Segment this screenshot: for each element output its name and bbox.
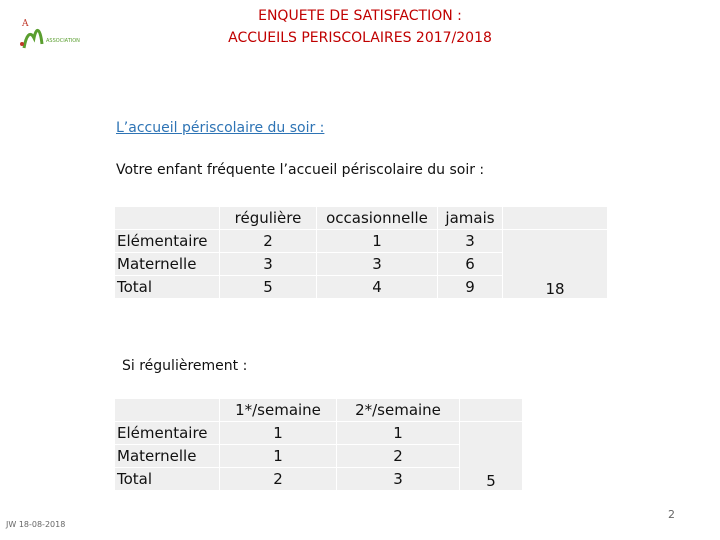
cell-value: 1	[317, 230, 438, 253]
page-title-line2: ACCUEILS PERISCOLAIRES 2017/2018	[228, 30, 492, 46]
row-label: Maternelle	[115, 445, 220, 468]
row-label: Maternelle	[115, 253, 220, 276]
attendance-table	[114, 206, 608, 299]
cell-value: 1	[220, 422, 337, 445]
cell-value: 6	[438, 253, 503, 276]
header-2-per-week: 2*/semaine	[337, 399, 460, 422]
cell-value: 9	[438, 276, 503, 299]
table-row	[115, 230, 608, 253]
section-heading-link[interactable]: L’accueil périscolaire du soir :	[116, 120, 325, 136]
row-label: Elémentaire	[115, 422, 220, 445]
question-text: Votre enfant fréquente l’accueil périscolaire du soir :	[116, 162, 485, 178]
table-row	[115, 422, 523, 445]
table-header-row	[115, 207, 608, 230]
cell-value: 3	[317, 253, 438, 276]
association-logo	[16, 14, 88, 58]
cell-value: 2	[337, 445, 460, 468]
row-label: Elémentaire	[115, 230, 220, 253]
logo-m-shape	[24, 30, 42, 48]
subquestion-label: Si régulièrement :	[122, 358, 248, 374]
logo-a-letter: A	[22, 19, 29, 29]
logo-dot	[20, 42, 24, 46]
cell-value: 5	[220, 276, 317, 299]
cell-value: 1	[220, 445, 337, 468]
cell-value: 3	[337, 468, 460, 491]
header-reguliere: régulière	[220, 207, 317, 230]
cell-value: 3	[438, 230, 503, 253]
row-label: Total	[115, 468, 220, 491]
frequency-table	[114, 398, 523, 491]
cell-value: 2	[220, 230, 317, 253]
header-occasionnelle: occasionnelle	[317, 207, 438, 230]
cell-value: 2	[220, 468, 337, 491]
header-jamais: jamais	[438, 207, 503, 230]
grand-total-cell: 18	[503, 230, 608, 299]
header-1-per-week: 1*/semaine	[220, 399, 337, 422]
page-number: 2	[668, 508, 675, 521]
page-title-line1: ENQUETE DE SATISFACTION :	[258, 8, 462, 24]
cell-value: 3	[220, 253, 317, 276]
table-header-row	[115, 399, 523, 422]
grand-total-cell: 5	[460, 422, 523, 491]
logo-text: ASSOCIATION	[46, 38, 80, 44]
footer-author-date: JW 18-08-2018	[6, 520, 66, 529]
cell-value: 1	[337, 422, 460, 445]
row-label: Total	[115, 276, 220, 299]
cell-value: 4	[317, 276, 438, 299]
